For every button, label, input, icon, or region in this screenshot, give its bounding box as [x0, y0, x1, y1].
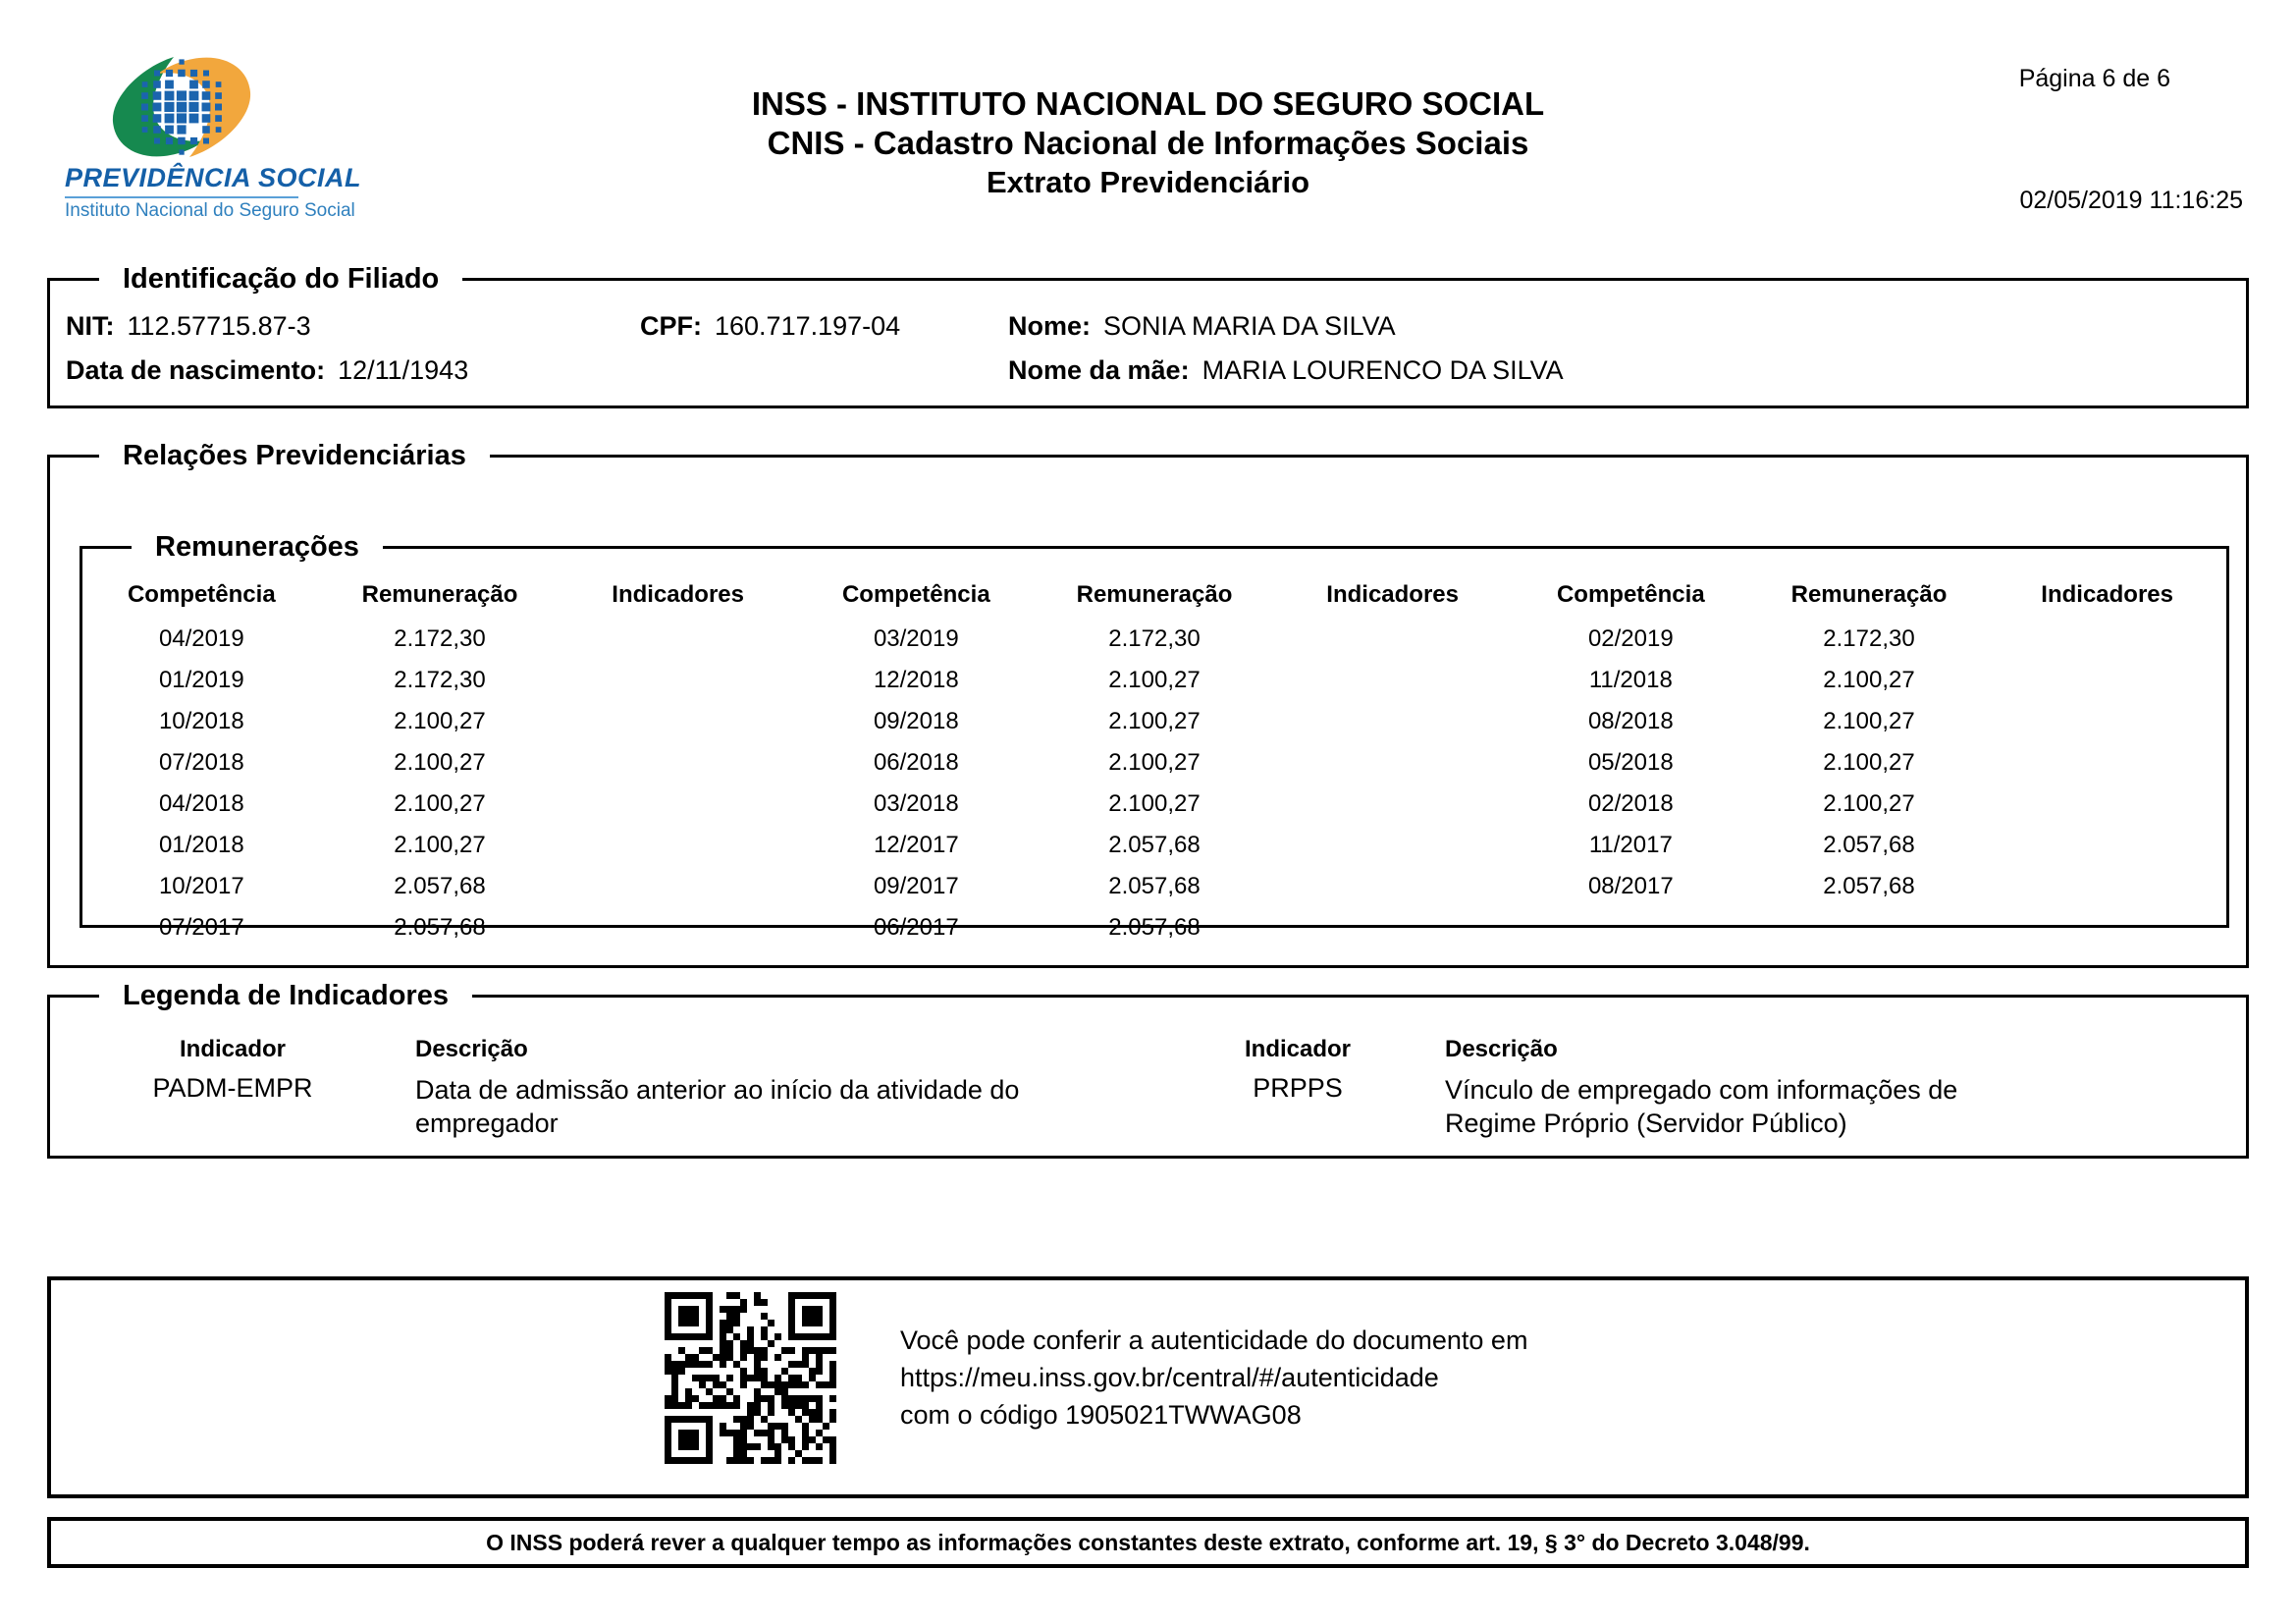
column-header: Indicadores	[612, 581, 745, 608]
table-cell	[559, 825, 797, 866]
table-cell: 2.057,68	[1108, 914, 1201, 941]
column-header: Remuneração	[1790, 581, 1948, 608]
table-cell	[1750, 907, 1989, 948]
column-header: Indicadores	[1326, 581, 1460, 608]
table-cell	[1988, 825, 2226, 866]
table-cell: 2.100,27	[1823, 667, 1915, 693]
table-cell: 2.057,68	[1108, 832, 1201, 858]
mae-label: Nome da mãe:	[1008, 355, 1190, 385]
legenda-header-descricao: Descrição	[415, 1036, 528, 1062]
legenda-table	[50, 1012, 2246, 1140]
cpf-value: 160.717.197-04	[715, 311, 901, 341]
table-cell: 2.100,27	[394, 790, 486, 817]
table-cell: 06/2018	[873, 749, 959, 776]
table-cell: 04/2019	[158, 625, 244, 652]
table-cell: 09/2017	[873, 873, 959, 899]
table-cell	[559, 660, 797, 701]
section-remuneracoes	[80, 531, 2229, 941]
generation-datetime: 02/05/2019 11:16:25	[2019, 187, 2243, 214]
autenticidade-line-1: Você pode conferir a autenticidade do documento em	[900, 1325, 1528, 1355]
table-cell: 07/2018	[158, 749, 244, 776]
legenda-header-descricao: Descrição	[1445, 1036, 1558, 1062]
table-cell	[559, 784, 797, 825]
nit-field	[66, 311, 640, 342]
table-cell	[1988, 742, 2226, 784]
table-cell: 2.172,30	[394, 667, 486, 693]
table-cell	[1273, 701, 1512, 742]
table-cell	[1988, 619, 2226, 660]
identificacao-fields	[50, 296, 2246, 386]
table-cell: 01/2018	[158, 832, 244, 858]
cpf-field	[640, 311, 1008, 342]
legenda-item-descricao: Data de admissão anterior ao início da atividade do empregador	[415, 1075, 1020, 1138]
table-cell: 2.172,30	[1108, 625, 1201, 652]
table-cell: 12/2018	[873, 667, 959, 693]
table-cell	[1988, 701, 2226, 742]
table-cell	[1273, 784, 1512, 825]
footer-notice-text: O INSS poderá rever a qualquer tempo as informações constantes deste extrato, conforme art. 19, § 3° do Decreto 3.048/99.	[486, 1529, 1810, 1555]
table-cell: 2.100,27	[1108, 708, 1201, 734]
table-cell	[1512, 907, 1750, 948]
table-cell	[559, 701, 797, 742]
column-header: Remuneração	[361, 581, 518, 608]
table-cell: 2.057,68	[1108, 873, 1201, 899]
footer-notice-box	[47, 1517, 2249, 1568]
qr-code	[665, 1292, 836, 1464]
column-header: Competência	[127, 581, 276, 608]
table-cell: 05/2018	[1587, 749, 1674, 776]
page-number: Página 6 de 6	[2018, 65, 2170, 92]
logo-brand-text: PREVIDÊNCIA SOCIAL	[65, 163, 362, 192]
table-cell: 06/2017	[873, 914, 959, 941]
table-cell: 12/2017	[873, 832, 959, 858]
table-cell: 03/2019	[873, 625, 959, 652]
table-cell	[1273, 619, 1512, 660]
section-legenda-indicadores	[47, 980, 2249, 1159]
table-cell: 2.057,68	[394, 914, 486, 941]
table-cell: 2.100,27	[1108, 667, 1201, 693]
table-cell: 08/2018	[1587, 708, 1674, 734]
autenticidade-codigo: com o código 1905021TWWAG08	[900, 1400, 1302, 1430]
column-header: Competência	[1556, 581, 1705, 608]
table-cell: 10/2017	[158, 873, 244, 899]
table-cell: 01/2019	[158, 667, 244, 693]
autenticidade-url: https://meu.inss.gov.br/central/#/autenticidade	[900, 1363, 1439, 1392]
table-cell: 2.100,27	[1108, 749, 1201, 776]
legenda-item-descricao: Vínculo de empregado com informações de Regime Próprio (Servidor Público)	[1445, 1075, 1958, 1138]
nome-value: SONIA MARIA DA SILVA	[1103, 311, 1396, 341]
table-cell: 2.100,27	[1108, 790, 1201, 817]
table-cell	[559, 619, 797, 660]
section-title-legenda: Legenda de Indicadores	[123, 980, 449, 1011]
table-cell: 2.057,68	[1823, 873, 1915, 899]
autenticidade-box	[47, 1276, 2249, 1498]
logo-subtitle-text: Instituto Nacional do Seguro Social	[65, 200, 355, 221]
legenda-item-indicador: PRPPS	[1253, 1073, 1343, 1103]
remuneracoes-table	[82, 575, 2226, 948]
table-cell	[1273, 907, 1512, 948]
title-line-1: INSS - INSTITUTO NACIONAL DO SEGURO SOCIAL	[751, 85, 1545, 122]
table-cell: 07/2017	[158, 914, 244, 941]
mae-field	[1008, 355, 2246, 386]
mae-value: MARIA LOURENCO DA SILVA	[1201, 355, 1564, 385]
section-title-relacoes: Relações Previdenciárias	[123, 440, 466, 471]
table-cell: 2.100,27	[1823, 749, 1915, 776]
table-cell	[1273, 825, 1512, 866]
table-cell: 2.100,27	[1823, 790, 1915, 817]
section-title-identificacao: Identificação do Filiado	[123, 263, 440, 295]
nome-label: Nome:	[1008, 311, 1092, 341]
table-cell: 2.100,27	[394, 749, 486, 776]
nit-label: NIT:	[66, 311, 115, 341]
table-cell	[1988, 866, 2226, 907]
section-relacoes-previdenciarias	[47, 440, 2249, 968]
table-cell: 03/2018	[873, 790, 959, 817]
column-header: Competência	[841, 581, 990, 608]
title-line-2: CNIS - Cadastro Nacional de Informações Sociais	[767, 125, 1529, 161]
table-cell: 2.057,68	[394, 873, 486, 899]
table-cell: 2.057,68	[1823, 832, 1915, 858]
nascimento-value: 12/11/1943	[338, 355, 469, 385]
table-cell	[559, 907, 797, 948]
document-title	[0, 84, 2296, 202]
table-cell: 2.100,27	[394, 708, 486, 734]
table-cell	[559, 866, 797, 907]
column-header: Indicadores	[2041, 581, 2174, 608]
table-cell: 11/2018	[1588, 667, 1673, 693]
legenda-header-indicador: Indicador	[1244, 1036, 1351, 1062]
table-cell	[1988, 660, 2226, 701]
table-cell: 2.100,27	[1823, 708, 1915, 734]
nit-value: 112.57715.87-3	[127, 311, 311, 341]
cpf-label: CPF:	[640, 311, 702, 341]
column-header: Remuneração	[1076, 581, 1233, 608]
section-title-remuneracoes: Remunerações	[155, 531, 359, 563]
nome-field	[1008, 311, 2246, 342]
table-cell	[1988, 784, 2226, 825]
title-line-3: Extrato Previdenciário	[986, 165, 1310, 199]
table-cell: 10/2018	[158, 708, 244, 734]
legenda-header-indicador: Indicador	[179, 1036, 286, 1062]
table-cell: 04/2018	[158, 790, 244, 817]
table-cell: 11/2017	[1588, 832, 1673, 858]
autenticidade-text	[900, 1322, 1527, 1434]
nascimento-label: Data de nascimento:	[66, 355, 326, 385]
table-cell	[1988, 907, 2226, 948]
table-cell: 2.100,27	[394, 832, 486, 858]
table-cell: 2.172,30	[1823, 625, 1915, 652]
table-cell: 09/2018	[873, 708, 959, 734]
table-cell: 2.172,30	[394, 625, 486, 652]
table-cell: 02/2018	[1587, 790, 1674, 817]
table-cell	[1273, 742, 1512, 784]
table-cell: 02/2019	[1587, 625, 1674, 652]
table-cell	[559, 742, 797, 784]
table-cell: 08/2017	[1587, 873, 1674, 899]
legenda-item-indicador: PADM-EMPR	[152, 1073, 313, 1103]
nascimento-field	[66, 355, 1008, 386]
table-cell	[1273, 866, 1512, 907]
section-identificacao	[47, 263, 2249, 408]
table-cell	[1273, 660, 1512, 701]
